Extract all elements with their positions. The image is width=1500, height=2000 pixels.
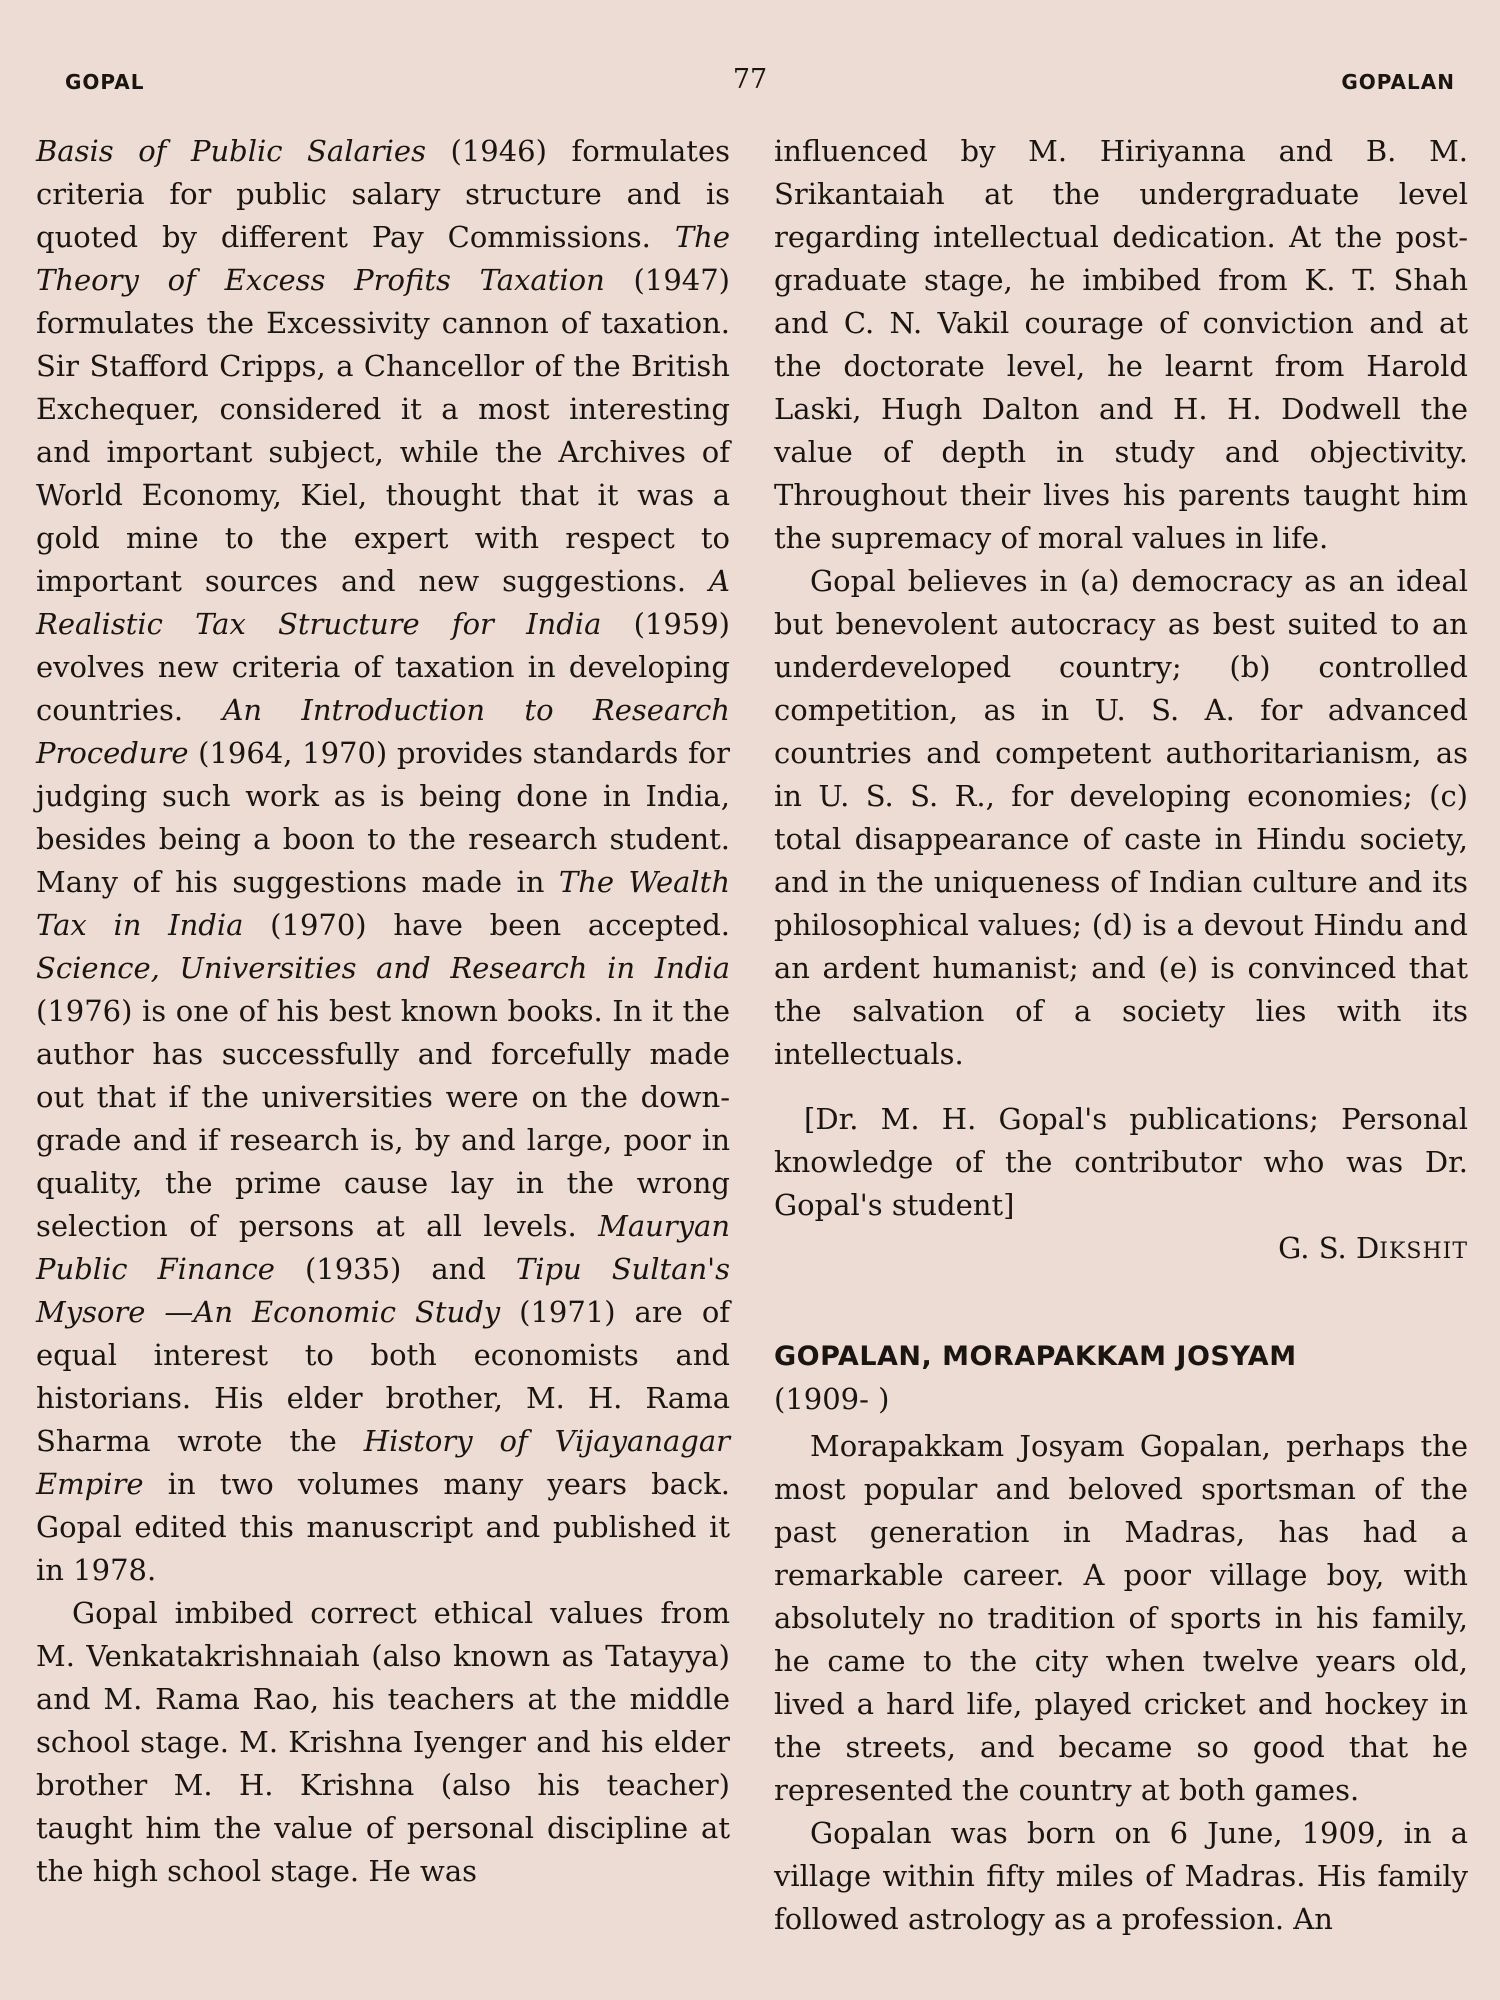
- book-title: An Introduction to Research Procedure: [36, 693, 730, 770]
- entry-dates: (1909- ): [774, 1382, 890, 1416]
- text-run: (1971) are of equal interest to both economists and historians. His elder brother, M. H. Rama Sharma wrote the: [36, 1295, 731, 1458]
- right-column: [774, 130, 1468, 1941]
- text-run: (1935) and: [274, 1252, 516, 1286]
- book-title: Science, Universities and Research in India: [36, 951, 730, 985]
- text-run: (1976) is one of his best known books. In it the author has successfully and forcefully made out that if the universities were on the down-grade and if research is, by and large, poor in quality, the prime cause lay in the wrong selection of persons at all levels.: [36, 994, 730, 1243]
- contributor-signature: [774, 1227, 1468, 1273]
- running-head-right: GOPALAN: [1341, 70, 1455, 94]
- book-title: Tipu Sultan's Mysore —An Economic Study: [36, 1252, 730, 1329]
- running-head-left: GOPAL: [65, 70, 145, 94]
- text-run: (1947) formulates the Excessivity cannon of taxation. Sir Stafford Cripps, a Chancellor of the British Exchequer, considered it a most interesting and important subject, while the Archives of World Economy, Kiel, thought that it was a gold mine to the expert with respect to important sources and new suggestions.: [36, 263, 730, 598]
- book-title: Basis of Public Salaries: [36, 134, 426, 168]
- book-title: The Wealth Tax in India: [36, 865, 730, 942]
- book-title: A Realistic Tax Structure for India: [36, 564, 730, 641]
- paragraph-gopalan-birth: Gopalan was born on 6 June, 1909, in a village within fifty miles of Madras. His family followed astrology as a profession. An: [774, 1816, 1468, 1936]
- paragraph-gopalan-intro: Morapakkam Josyam Gopalan, perhaps the most popular and beloved sportsman of the past generation in Madras, has had a remarkable career. A poor village boy, with absolutely no tradition of sports in his family, he came to the city when twelve years old, lived a hard life, played cricket and hockey in the streets, and became so good that he represented the country at both games.: [774, 1429, 1468, 1807]
- paragraph-influences: influenced by M. Hiriyanna and B. M. Srikantaiah at the undergraduate level regarding intellectual dedication. At the post-graduate stage, he imbibed from K. T. Shah and C. N. Vakil courage of conviction and at the doctorate level, he learnt from Harold Laski, Hugh Dalton and H. H. Dodwell the value of depth in study and objectivity. Throughout their lives his parents taught him the supremacy of moral values in life.: [774, 134, 1468, 555]
- paragraph-publications: [36, 130, 730, 1592]
- text-run: (1970) have been accepted.: [243, 908, 730, 942]
- signature-initials: G. S. D: [1278, 1231, 1380, 1265]
- left-column: [36, 130, 730, 1893]
- entry-title: GOPALAN, MORAPAKKAM JOSYAM: [774, 1341, 1297, 1372]
- book-title: The Theory of Excess Profits Taxation: [36, 220, 730, 297]
- text-run: (1959) evolves new criteria of taxation in developing countries.: [36, 607, 730, 727]
- page-number: 77: [732, 64, 768, 95]
- paragraph-beliefs: Gopal believes in (a) democracy as an ideal but benevolent autocracy as best suited to an underdeveloped country; (b) controlled competition, as in U. S. A. for advanced countries and competent authoritarianism, as in U. S. S. R., for developing economies; (c) total disappearance of caste in Hindu society, and in the uniqueness of Indian culture and its philosophical values; (d) is a devout Hindu and an ardent humanist; and (e) is convinced that the salvation of a society lies with its intellectuals.: [774, 564, 1468, 1071]
- book-title: History of Vijayanagar Empire: [36, 1424, 731, 1501]
- text-run: (1964, 1970) provides standards for judging such work as is being done in India, besides being a boon to the research student. Many of his suggestions made in: [36, 736, 730, 899]
- book-title: Mauryan Public Finance: [36, 1209, 730, 1286]
- sources-note: [Dr. M. H. Gopal's publications; Personal knowledge of the contributor who was Dr. Gopal's student]: [774, 1102, 1468, 1222]
- signature-surname: IKSHIT: [1379, 1239, 1468, 1264]
- text-run: in two volumes many years back. Gopal edited this manuscript and published it in 1978.: [36, 1467, 730, 1587]
- paragraph-ethical-values: Gopal imbibed correct ethical values from M. Venkatakrishnaiah (also known as Tatayya) and M. Rama Rao, his teachers at the middle school stage. M. Krishna Iyenger and his elder brother M. H. Krishna (also his teacher) taught him the value of personal discipline at the high school stage. He was: [36, 1596, 730, 1888]
- text-run: (1946) formulates criteria for public salary structure and is quoted by different Pay Commissions.: [36, 134, 730, 254]
